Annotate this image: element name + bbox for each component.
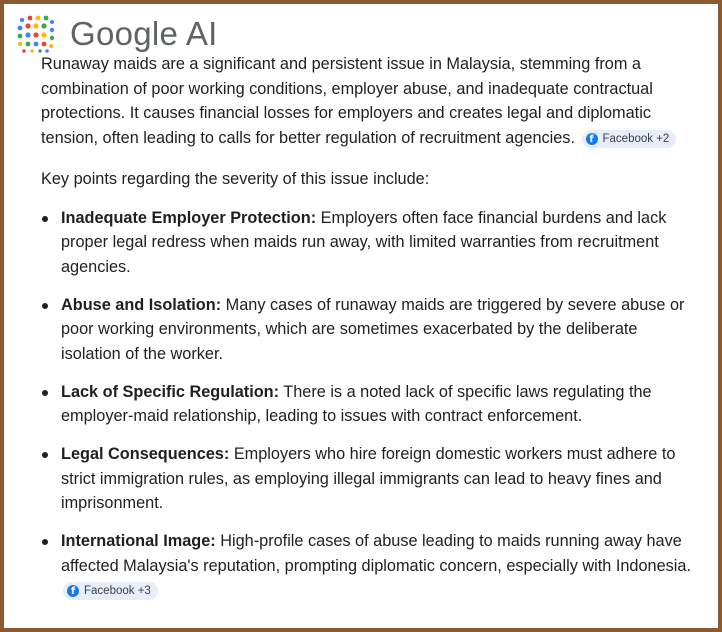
list-item (41, 380, 691, 429)
point-term: Legal Consequences: (61, 445, 230, 463)
source-chip-label: Facebook +3 (84, 585, 151, 597)
header (16, 10, 218, 58)
point-text: High-profile cases of abuse leading to maids running away have affected Malaysia's reputation, prompting diplomatic concern, especially with Indonesia. (61, 532, 691, 575)
point-term: International Image: (61, 532, 216, 550)
key-points-heading: Key points regarding the severity of this issue include: (41, 170, 430, 188)
point-text: Employers often face financial burdens and lack proper legal redress when maids run away, with limited warranties from recruitment agencies. (61, 208, 667, 276)
point-term: Abuse and Isolation: (61, 295, 222, 314)
google-ai-dot-grid-icon (16, 14, 56, 54)
list-item (41, 206, 691, 280)
facebook-icon: f (586, 133, 598, 145)
brand-title: Google AI (70, 15, 218, 52)
list-item (41, 529, 691, 603)
list-item (41, 442, 691, 516)
point-term: Inadequate Employer Protection: (61, 208, 317, 227)
ai-answer-body (41, 52, 691, 616)
facebook-icon: f (67, 585, 79, 597)
intro-text: Runaway maids are a significant and persistent issue in Malaysia, stemming from a combination of poor working conditions, employer abuse, and inadequate contractual protections. It causes financial losses for employers and creates legal and diplomatic tension, often leading to calls for better regulation of recruitment agencies. (41, 55, 653, 147)
point-text: Many cases of runaway maids are triggered by severe abuse or poor working environments, which are sometimes exacerbated by the deliberate isolation of the worker. (61, 295, 685, 363)
source-chip-intro[interactable] (582, 130, 677, 148)
point-text: Employers who hire foreign domestic workers must adhere to strict immigration rules, as employing illegal immigrants can lead to heavy fines and imprisonment. (61, 445, 676, 512)
point-term: Lack of Specific Regulation: (61, 382, 280, 401)
list-item (41, 293, 691, 367)
intro-paragraph (41, 52, 691, 150)
point-text: There is a noted lack of specific laws regulating the employer-maid relationship, leading to issues with contract enforcement. (61, 382, 652, 425)
key-points-list (41, 206, 691, 603)
source-chip-last[interactable] (63, 582, 158, 600)
source-chip-label: Facebook +2 (602, 132, 670, 145)
